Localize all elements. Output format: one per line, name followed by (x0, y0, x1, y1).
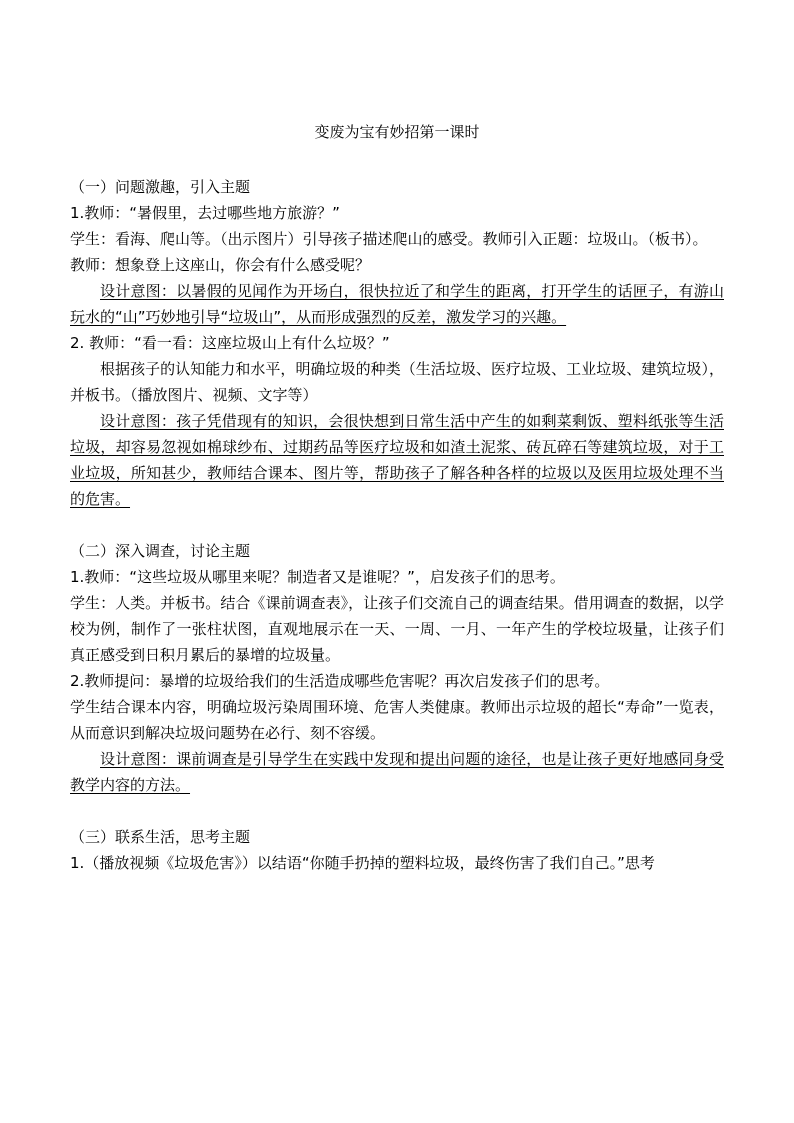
paragraph: 教师：想象登上这座山，你会有什么感受呢？ (70, 256, 371, 274)
paragraph: 2. 教师：“看一看：这座垃圾山上有什么垃圾？” (70, 334, 390, 352)
design-intent-text: 设计意图：孩子凭借现有的知识，会很快想到日常生活中产生的如剩菜剩饭、塑料纸张等生活垃圾，却容易忽视如棉球纱布、过期药品等医疗垃圾和如渣土泥浆、砖瓦碎石等建筑垃圾，对于工业垃圾，所知甚少，教师结合课本、图片等，帮助孩子了解各种各样的垃圾以及医用垃圾处理不当的危害。 (70, 412, 724, 508)
paragraph: 1.教师：“暑假里，去过哪些地方旅游？” (70, 204, 340, 222)
section-spacer (70, 512, 724, 538)
design-intent-paragraph (70, 278, 724, 330)
section-spacer (70, 798, 724, 824)
section-heading: （二）深入调查，讨论主题 (70, 542, 251, 560)
paragraph: 学生结合课本内容，明确垃圾污染周围环境、危害人类健康。教师出示垃圾的超长“寿命”一览表，从而意识到解决垃圾问题势在必行、刻不容缓。 (70, 698, 724, 742)
paragraph: 1.（播放视频《垃圾危害》）以结语“你随手扔掉的塑料垃圾，最终伤害了我们自己。”思考 (70, 854, 655, 872)
document-title: 变废为宝有妙招第一课时 (314, 123, 480, 141)
design-intent-paragraph (70, 408, 724, 512)
paragraph: 根据孩子的认知能力和水平，明确垃圾的种类（生活垃圾、医疗垃圾、工业垃圾、建筑垃圾），并板书。（播放图片、视频、文字等） (70, 360, 724, 404)
paragraph: 2.教师提问：暴增的垃圾给我们的生活造成哪些危害呢？再次启发孩子们的思考。 (70, 672, 610, 690)
design-intent-text: 设计意图：课前调查是引导学生在实践中发现和提出问题的途径，也是让孩子更好地感同身受教学内容的方法。 (70, 750, 724, 794)
paragraph: 学生：看海、爬山等。（出示图片）引导孩子描述爬山的感受。教师引入正题：垃圾山。（板书）。 (70, 230, 708, 248)
paragraph: 1.教师：“这些垃圾从哪里来呢？制造者又是谁呢？”，启发孩子们的思考。 (70, 568, 565, 586)
section-heading: （一）问题激趣，引入主题 (70, 178, 251, 196)
document-body (70, 174, 724, 876)
design-intent-text: 设计意图：以暑假的见闻作为开场白，很快拉近了和学生的距离，打开学生的话匣子，有游山玩水的“山”巧妙地引导“垃圾山”，从而形成强烈的反差，激发学习的兴趣。 (70, 282, 724, 326)
section-heading: （三）联系生活，思考主题 (70, 828, 251, 846)
paragraph: 学生：人类。并板书。结合《课前调查表》，让孩子们交流自己的调查结果。借用调查的数据，以学校为例，制作了一张柱状图，直观地展示在一天、一周、一月、一年产生的学校垃圾量，让孩子们真正感受到日积月累后的暴增的垃圾量。 (70, 594, 724, 664)
design-intent-paragraph (70, 746, 724, 798)
